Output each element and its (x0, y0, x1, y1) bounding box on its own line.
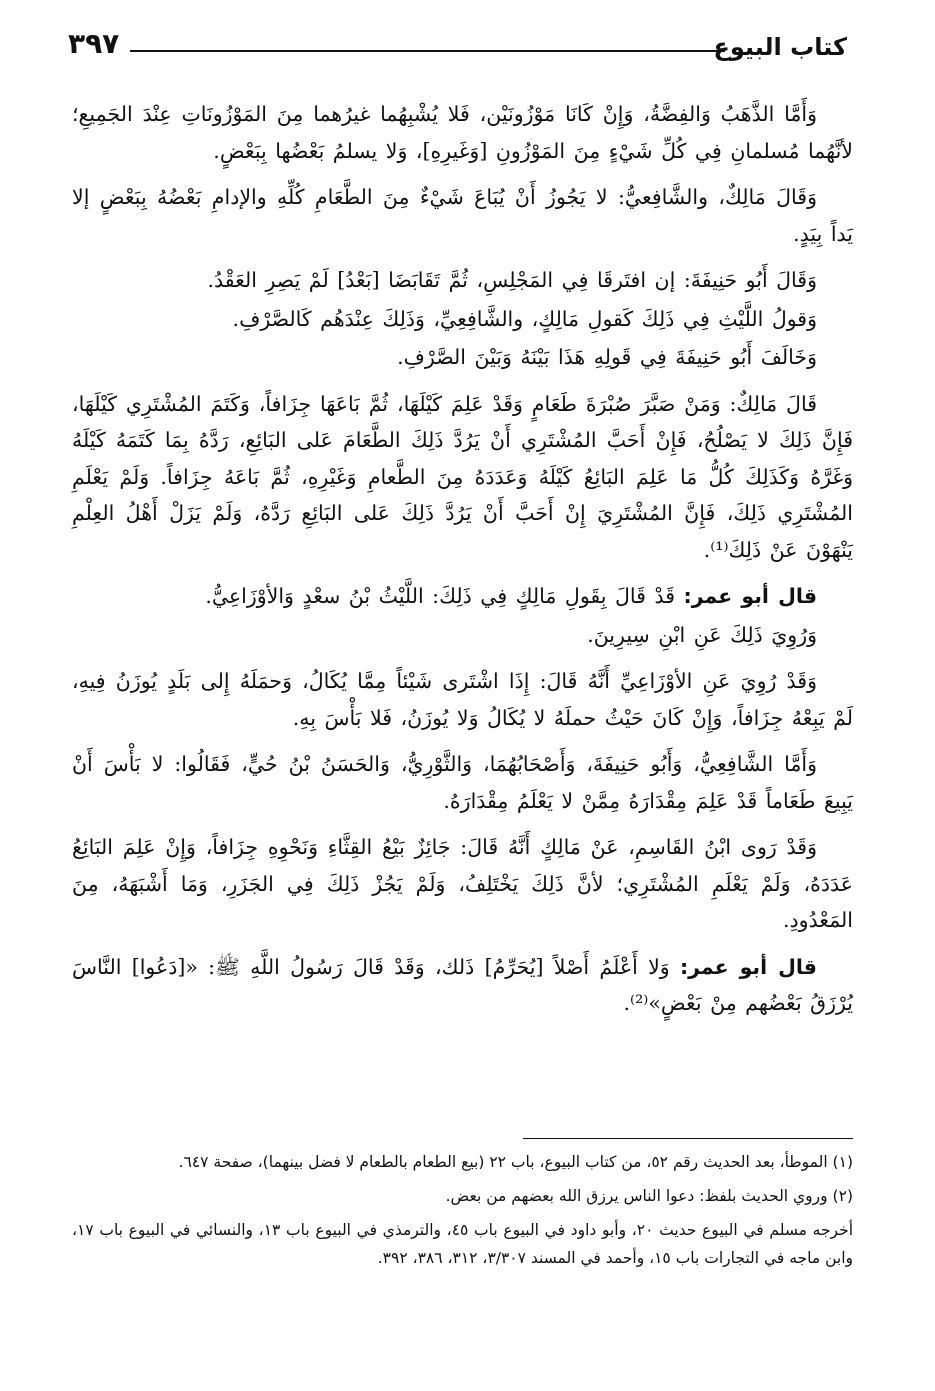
paragraph-lead: قال أبو عمر: (679, 954, 817, 979)
paragraph (72, 663, 853, 736)
paragraph-text: وَأَمَّا الذَّهَبُ وَالفِضَّةُ، وَإِنْ كَانَا مَوْزُونَيْن، فَلا يُشْبِهُما غيرُهما مِنَ المَوْزُونَاتِ عِنْدَ الجَمِيعِ؛ لأنَّهُما مُسلمانِ فِي كُلِّ شَيْءٍ مِنَ المَوْزُونِ [وَغَيرِهِ]، وَلا يسلمُ بَعْضُها بِبَعْضٍ. (72, 102, 853, 163)
footnotes (72, 1148, 853, 1278)
paragraph (72, 746, 853, 819)
paragraph (72, 179, 853, 252)
page-number: ٣٩٧ (68, 27, 120, 60)
chapter-title: كتاب البيوع (713, 33, 847, 61)
paragraph-text: وَقَالَ مَالِكٌ، والشَّافِعيُّ: لا يَجُوزُ أَنْ يُبَاعَ شَيْءٌ مِنَ الطَّعَامِ كُلِّهِ والإدامِ بَعْضُهُ بِبَعْضٍ إلا يَداً بِيَدٍ. (72, 185, 853, 246)
paragraph (72, 578, 853, 615)
paragraph-text: وَأَمَّا الشَّافِعِيُّ، وَأَبُو حَنِيفَةَ، وَأَصْحَابُهُمَا، وَالثَّوْرِيُّ، وَالحَسَنُ بْنُ حُيٍّ، فَقَالُوا: لا بَأْسَ أَنْ يَبِيعَ طَعَاماً قَدْ عَلِمَ مِقْدَارَهُ مِمَّنْ لا يَعْلَمُ مِقْدَارَهُ. (72, 752, 853, 813)
paragraph-text: قَالَ مَالِكٌ: وَمَنْ صَبَّرَ صُبْرَةَ طَعَامٍ وَقَدْ عَلِمَ كَيْلَهَا، ثُمَّ بَاعَهَا جِزَافاً، وَكَتَمَ المُشْتَرِي كَيْلَهَا، فَإِنَّ ذَلِكَ لا يَصْلُحُ، فَإِنْ أَحَبَّ المُشْتَرِي أَنْ يَرُدَّ ذَلِكَ الطَّعَامَ عَلى البَائِعِ، رَدَّهُ بِمَا كَتَمَهُ كَيْلَهُ وَغَرَّهُ وَكَذَلِكَ كُلُّ مَا عَلِمَ البَائِعُ كَيْلَهُ وَعَدَدَهُ مِنَ الطَّعامِ وَغَيْرِهِ، ثُمَّ بَاعَهُ جِزَافاً. وَلَمْ يَعْلَمِ المُشْتَرِي ذَلِكَ، فَإِنَّ المُشْتَرِيَ إِنْ أَحَبَّ أَنْ يَرُدَّ ذَلِكَ عَلى البَائِعِ رَدَّهُ، وَلَمْ يَزَلْ أَهْلُ العِلْمِ يَنْهَوْنَ عَنْ ذَلِكَ⁽¹⁾. (72, 391, 853, 562)
paragraph-text: قَدْ قَالَ بِقَولِ مَالِكٍ فِي ذَلِكَ: اللَّيْثُ بْنُ سعْدٍ وَالأوْزَاعِيُّ. (205, 584, 684, 608)
page-header (68, 28, 847, 68)
header-rule (130, 50, 725, 52)
paragraph-text: وَقَدْ رُوِيَ عَنِ الأوْزَاعِيِّ أَنَّهُ قَالَ: إِذَا اشْتَرى شَيْئاً مِمَّا يُكَالُ، وَحمَلَهُ إِلى بَلَدٍ يُوزَنُ فِيهِ، لَمْ يَبِعْهُ جِزَافاً، وَإِنْ كَانَ حَيْثُ حملَهُ لا يُكَالُ وَلا يُوزَنُ، فَلا بَأْسَ بِهِ. (72, 669, 853, 730)
paragraph (72, 829, 853, 939)
footnote: أخرجه مسلم في البيوع حديث ٢٠، وأبو داود في البيوع باب ٤٥، والترمذي في البيوع باب ١٣، والنسائي في البيوع باب ١٧، وابن ماجه في التجارات باب ١٥، وأحمد في المسند ٣/٣٠٧، ٣١٢، ٣٨٦، ٣٩٢. (72, 1221, 853, 1267)
footnote-divider (523, 1138, 853, 1139)
paragraph (72, 386, 853, 569)
paragraph-text: وَقَالَ أَبُو حَنِيفَةَ: إن افتَرقَا فِي المَجْلِسِ، ثُمَّ تَقَابَضَا [بَعْدُ] لَمْ يَصِرِ العَقْدُ. (207, 268, 817, 292)
paragraph (72, 96, 853, 169)
paragraph (72, 949, 853, 1022)
paragraph-lead: قال أبو عمر: (683, 584, 817, 608)
paragraph (72, 301, 853, 338)
paragraph (72, 617, 853, 654)
footnote: (١) الموطأ، بعد الحديث رقم ٥٢، من كتاب البيوع، باب ٢٢ (بيع الطعام بالطعام لا فضل بينهما)، صفحة ٦٤٧. (178, 1153, 853, 1171)
paragraph (72, 262, 853, 299)
paragraph-text: وَقَدْ رَوى ابْنُ القَاسِمِ، عَنْ مَالِكٍ أَنَّهُ قَالَ: جَائِزٌ بَيْعُ القِثَّاءِ وَنَحْوِهِ جِزَافاً، وَإِنْ عَلِمَ البَائِعُ عَدَدَهُ، وَلَمْ يَعْلَمِ المُشْتَرِي؛ لأنَّ ذَلِكَ يَخْتَلِفُ، وَلَمْ يَجُزْ ذَلِكَ فِي الجَزَرِ، وَمَا أَشْبَهَهُ، مِنَ المَعْدُودِ. (72, 835, 853, 932)
paragraph-text: وَرُوِيَ ذَلِكَ عَنِ ابْنِ سِيرِينَ. (587, 622, 817, 647)
paragraph-text: وَخَالَفَ أَبُو حَنِيفَةَ فِي قَولِهِ هَذَا بَيْنَهُ وَبَيْنَ الصَّرْفِ. (397, 345, 817, 369)
paragraph-text: وَلا أَعْلَمُ أَصْلاً [يُحَرِّمُ] ذَلك، وَقَدْ قَالَ رَسُولُ اللَّهِ ﷺ: «[دَعُوا] النَّاسَ يُرْزَقُ بَعْضُهم مِنْ بَعْضٍ»⁽²⁾. (72, 954, 853, 1015)
paragraph-text: وَقولُ اللَّيْثِ فِي ذَلِكَ كَقولِ مَالِكٍ، والشَّافِعِيِّ، وَذَلِكَ عِنْدَهُم كَالصَّرْفِ. (232, 306, 817, 331)
paragraph (72, 339, 853, 376)
main-text (72, 96, 853, 1032)
footnote: (٢) وروي الحديث بلفظ: دعوا الناس يرزق الله بعضهم من بعض. (445, 1187, 853, 1205)
